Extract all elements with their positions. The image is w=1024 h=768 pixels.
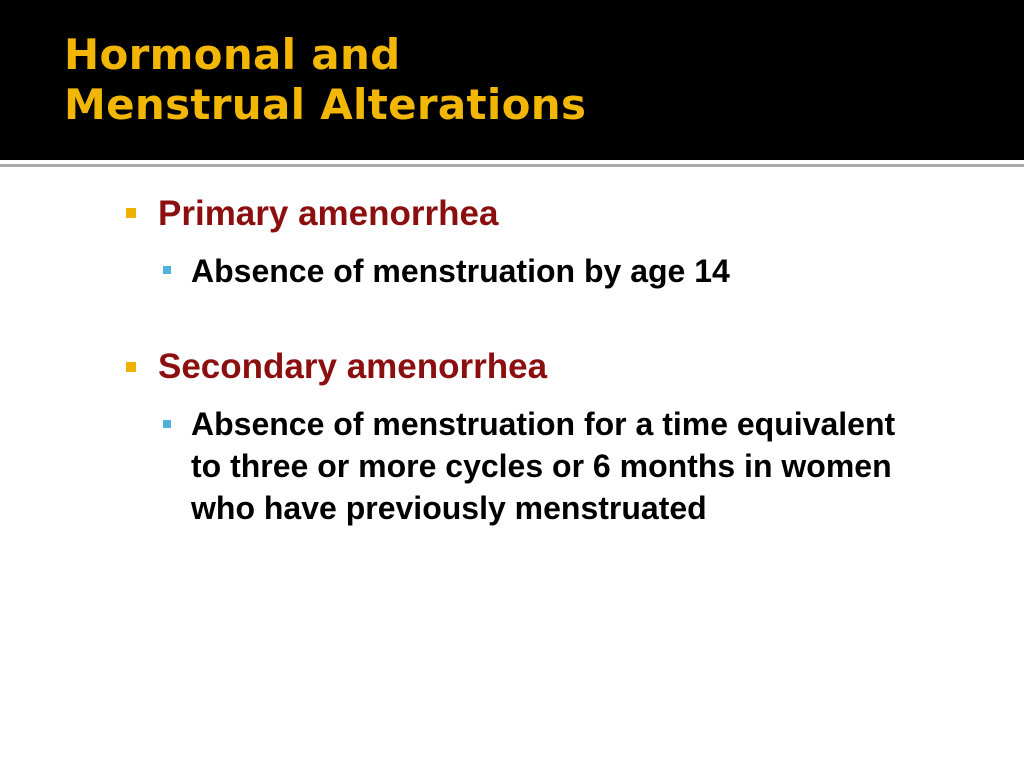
square-subbullet-icon: [163, 266, 171, 274]
square-bullet-icon: [126, 208, 136, 218]
square-subbullet-icon: [163, 420, 171, 428]
bullet-detail-primary: Absence of menstruation by age 14: [191, 253, 730, 289]
bullet-detail-secondary: Absence of menstruation for a time equivalent to three or more cycles or 6 months in women who have previously menstruated: [191, 406, 896, 526]
slide-title-line-2: Menstrual Alterations: [64, 80, 587, 129]
bullet-heading-primary: Primary amenorrhea: [158, 194, 499, 233]
bullet-heading-secondary: Secondary amenorrhea: [158, 347, 548, 386]
square-bullet-icon: [126, 362, 136, 372]
slide-title-line-1: Hormonal and: [64, 30, 401, 79]
